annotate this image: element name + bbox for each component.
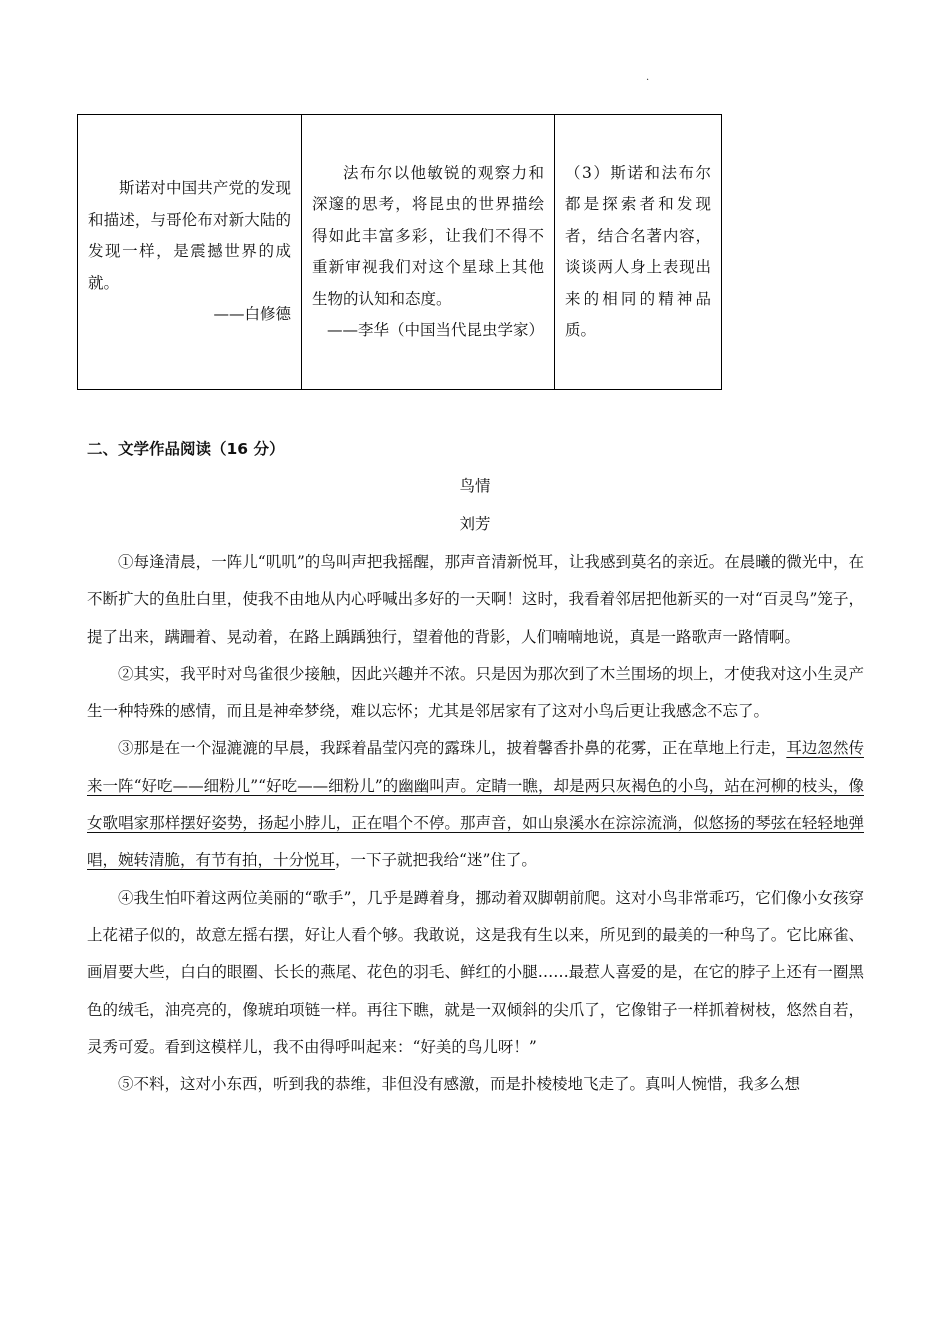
article-title: 鸟情 — [459, 477, 491, 495]
section-title: 二、文学作品阅读（16 分） — [87, 440, 285, 458]
quote-attribution-snow: ——白修德 — [213, 305, 291, 324]
paragraph-5: ⑤不料，这对小东西，听到我的恭维，非但没有感激，而是扑棱棱地飞走了。真叫人惋惜，我多么想 — [118, 1075, 801, 1094]
paragraph-3-start: ③那是在一个湿漉漉的早晨，我踩着晶莹闪亮的露珠儿，披着馨香扑鼻的花雾，正在草地上行走， — [118, 739, 787, 758]
article-body — [87, 544, 864, 1103]
paragraph-2: ②其实，我平时对鸟雀很少接触，因此兴趣并不浓。只是因为那次到了木兰围场的坝上，才使我对这小生灵产生一种特殊的感情，而且是神牵梦绕，难以忘怀；尤其是邻居家有了这对小鸟后更让我感念不忘了。 — [87, 664, 864, 721]
article-author: 刘芳 — [459, 515, 491, 533]
quote-text-fabre: 法布尔以他敏锐的观察力和深邃的思考，将昆虫的世界描绘得如此丰富多彩，让我们不得不重新审视我们对这个星球上其他生物的认知和态度。 — [312, 163, 544, 308]
quote-table — [77, 114, 722, 390]
paragraph-3-underlined: 耳边忽然传来一阵“好吃——细粉儿”“好吃——细粉儿”的幽幽叫声。定睛一瞧，却是两只灰褐色的小鸟，站在河柳的枝头，像女歌唱家那样摆好姿势，扬起小脖儿，正在唱个不停。那声音，如山泉溪水在淙淙流淌，似悠扬的琴弦在轻轻地弹唱，婉转清脆，有节有拍，十分悦耳 — [87, 739, 864, 870]
quote-text-snow: 斯诺对中国共产党的发现和描述，与哥伦布对新大陆的发现一样，是震撼世界的成就。 — [88, 179, 291, 292]
quote-cell-snow — [78, 115, 302, 390]
question-cell — [555, 115, 722, 390]
paragraph-3 — [87, 730, 864, 879]
page-mark: . — [646, 72, 650, 83]
quote-cell-fabre — [302, 115, 555, 390]
paragraph-1: ①每逢清晨，一阵儿“叽叽”的鸟叫声把我摇醒，那声音清新悦耳，让我感到莫名的亲近。在晨曦的微光中，在不断扩大的鱼肚白里，使我不由地从内心呼喊出多好的一天啊！这时，我看着邻居把他新买的一对“百灵鸟”笼子，提了出来，蹒跚着、晃动着，在路上踽踽独行，望着他的背影，人们喃喃地说，真是一路歌声一路情啊。 — [87, 553, 864, 646]
quote-attribution-fabre: ——李华（中国当代昆虫学家） — [326, 321, 544, 339]
question-3-text: （3）斯诺和法布尔都是探索者和发现者，结合名著内容，谈谈两人身上表现出来的相同的精神品质。 — [565, 163, 711, 339]
paragraph-4: ④我生怕吓着这两位美丽的“歌手”，几乎是蹲着身，挪动着双脚朝前爬。这对小鸟非常乖巧，它们像小女孩穿上花裙子似的，故意左摇右摆，好让人看个够。我敢说，这是我有生以来，所见到的最美的一种鸟了。它比麻雀、画眉要大些，白白的眼圈、长长的燕尾、花色的羽毛、鲜红的小腿……最惹人喜爱的是，在它的脖子上还有一圈黑色的绒毛，油亮亮的，像琥珀项链一样。再往下瞧，就是一双倾斜的尖爪了，它像钳子一样抓着树枝，悠然自若，灵秀可爱。看到这模样儿，我不由得呼叫起来：“好美的鸟儿呀！” — [87, 888, 864, 1056]
paragraph-3-end: ，一下子就把我给“迷”住了。 — [335, 851, 537, 870]
